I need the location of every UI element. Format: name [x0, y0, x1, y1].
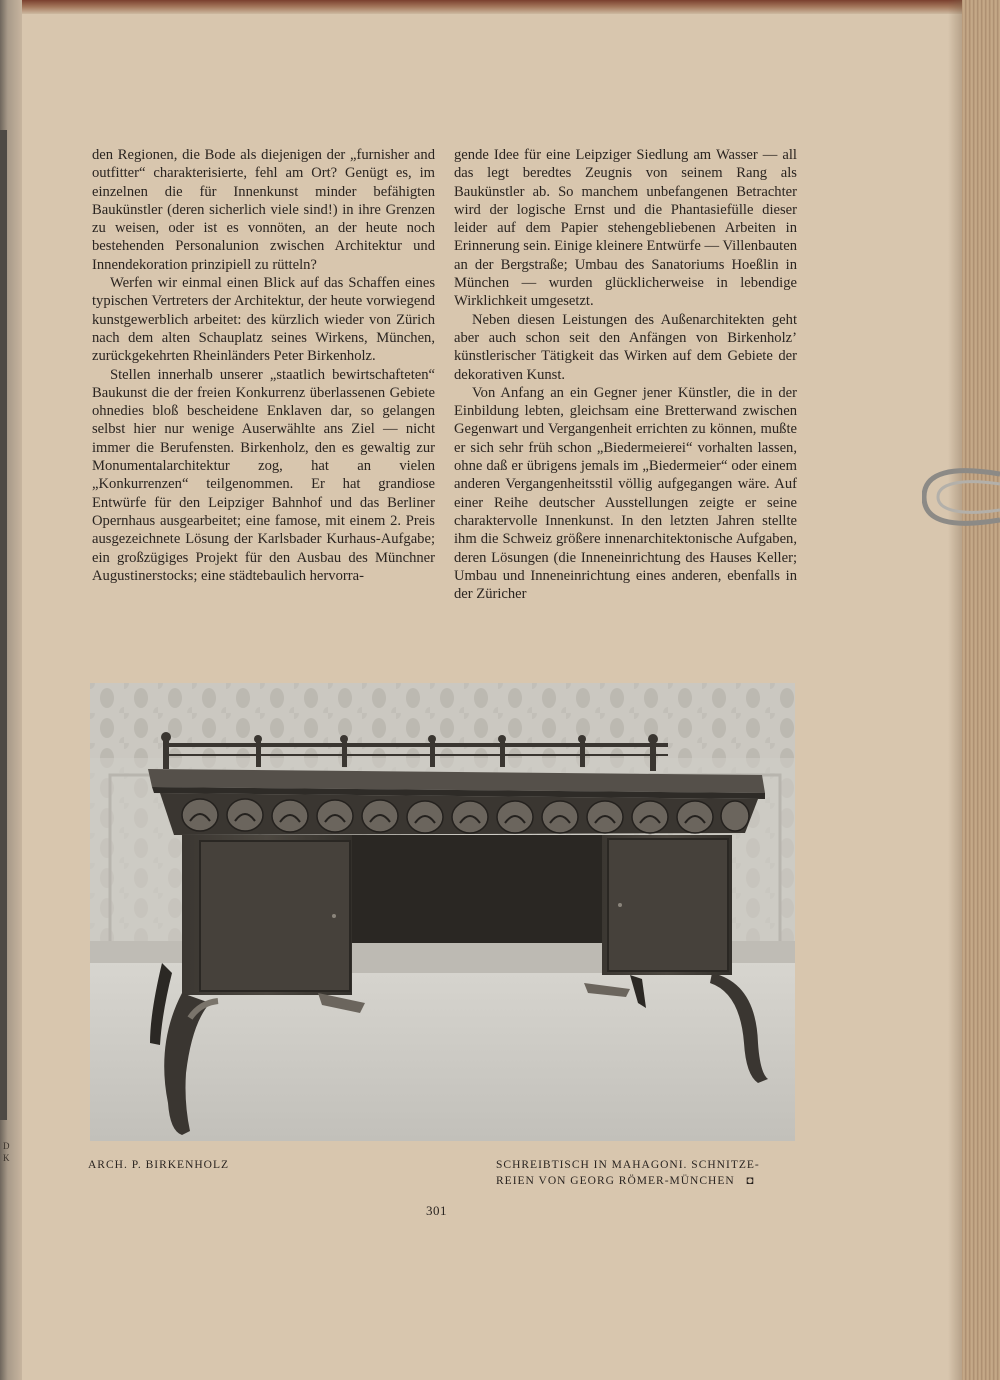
margin-mark: D K	[3, 1141, 10, 1163]
photo-title-caption	[496, 1157, 796, 1189]
page-number: 301	[426, 1203, 447, 1218]
paragraph: gende Idee für eine Leipziger Siedlung am Wasser — all das legt beredtes Zeugnis von seinem Rang als Baukünstler ab. So manchem unbefangenen Betrachter wird der logische Ernst und die Phantasiefülle dieser leider auf dem Papier stehengebliebenen Arbeiten in Erinnerung sein. Einige kleinere Entwürfe — Villenbauten an der Bergstraße; Umbau des Sanatoriums Hoeßlin in München — wurden glücklicherweise in lebendige Wirklichkeit umgesetzt.	[454, 147, 797, 310]
paper-clip	[922, 462, 1000, 532]
book-page-stack-right	[962, 0, 1000, 1380]
paragraph: Stellen innerhalb unserer „staatlich bewirtschafteten“ Baukunst die der freien Konkurrenz überlassenen Gebiete ohnedies bloß bescheidene Enklaven dar, so gelangen selbst hier nur wenige Auserwählte ans Ziel — nicht immer die Berufensten. Birkenholz, den es gewaltig zur Monumentalarchitektur zog, hat an vielen „Konkurrenzen“ teilgenommen. Er hat grandiose Entwürfe für den Leipziger Bahnhof und das Berliner Opernhaus ausgearbeitet; eine famose, mit einem 2. Preis ausgezeichnete Lösung der Karlsbader Kurhaus-Aufgabe; ein großzügiges Projekt für den Ausbau des Münchner Augustinerstocks; eine städtebaulich hervorra-	[92, 366, 435, 584]
paragraph: den Regionen, die Bode als diejenigen der „furnisher and outfitter“ charakterisierte, fehl am Ort? Genügt es, im einzelnen die für Innenkunst minder befähigten Baukünstler (deren sicherlich viele sind!) in ihre Grenzen zu weisen, oder ist es vonnöten, an der heute noch bestehenden Personalunion zwischen Architektur und Innendekoration prinzipiell zu rütteln?	[92, 147, 435, 273]
end-mark-icon: ◘	[746, 1175, 755, 1187]
book-spine-left	[0, 0, 22, 1380]
text-column-left	[92, 146, 435, 585]
previous-page-edge	[0, 130, 7, 1120]
paragraph: Werfen wir einmal einen Blick auf das Schaffen eines typischen Vertreters der Architektur, der heute vorwiegend kunstgewerblich arbeitet: des kürzlich wieder von Zürich nach dem alten Schauplatz seines Wirkens, München, zurückgekehrten Rheinländers Peter Birkenholz.	[92, 275, 435, 365]
text-column-right	[454, 146, 797, 603]
paragraph: Von Anfang an ein Gegner jener Künstler, die in der Einbildung lebten, gleichsam eine Bretterwand zwischen Gegenwart und Vergangenheit errichten zu können, mußte er sich sehr früh schon „Biedermeierei“ vorhalten lassen, ohne daß er übrigens jemals im „Biedermeier“ oder einem anderen Vergangenheitsstil völlig aufgegangen wäre. Auf einer Reihe deutscher Ausstellungen zeigte er seine charaktervolle Innenkunst. In den letzten Jahren stellte ihm die Schweiz größere innenarchitektonische Aufgaben, deren Lösungen (die Inneneinrichtung des Hauses Keller; Umbau und Inneneinrichtung eines anderen, ebenfalls in der Züricher	[454, 384, 797, 603]
book-top-edge	[0, 0, 1000, 14]
photo-credit-caption: ARCH. P. BIRKENHOLZ	[88, 1159, 230, 1171]
paragraph: Neben diesen Leistungen des Außenarchitekten geht aber auch schon seit den Anfängen von Birkenholz’ künstlerischer Tätigkeit das Wirken auf dem Gebiete der dekorativen Kunst.	[454, 311, 797, 383]
caption-line-2: REIEN VON GEORG RÖMER-MÜNCHEN ◘	[496, 1175, 755, 1187]
caption-line: SCHREIBTISCH IN MAHAGONI. SCHNITZE-	[496, 1159, 760, 1171]
desk-photograph	[90, 683, 795, 1141]
